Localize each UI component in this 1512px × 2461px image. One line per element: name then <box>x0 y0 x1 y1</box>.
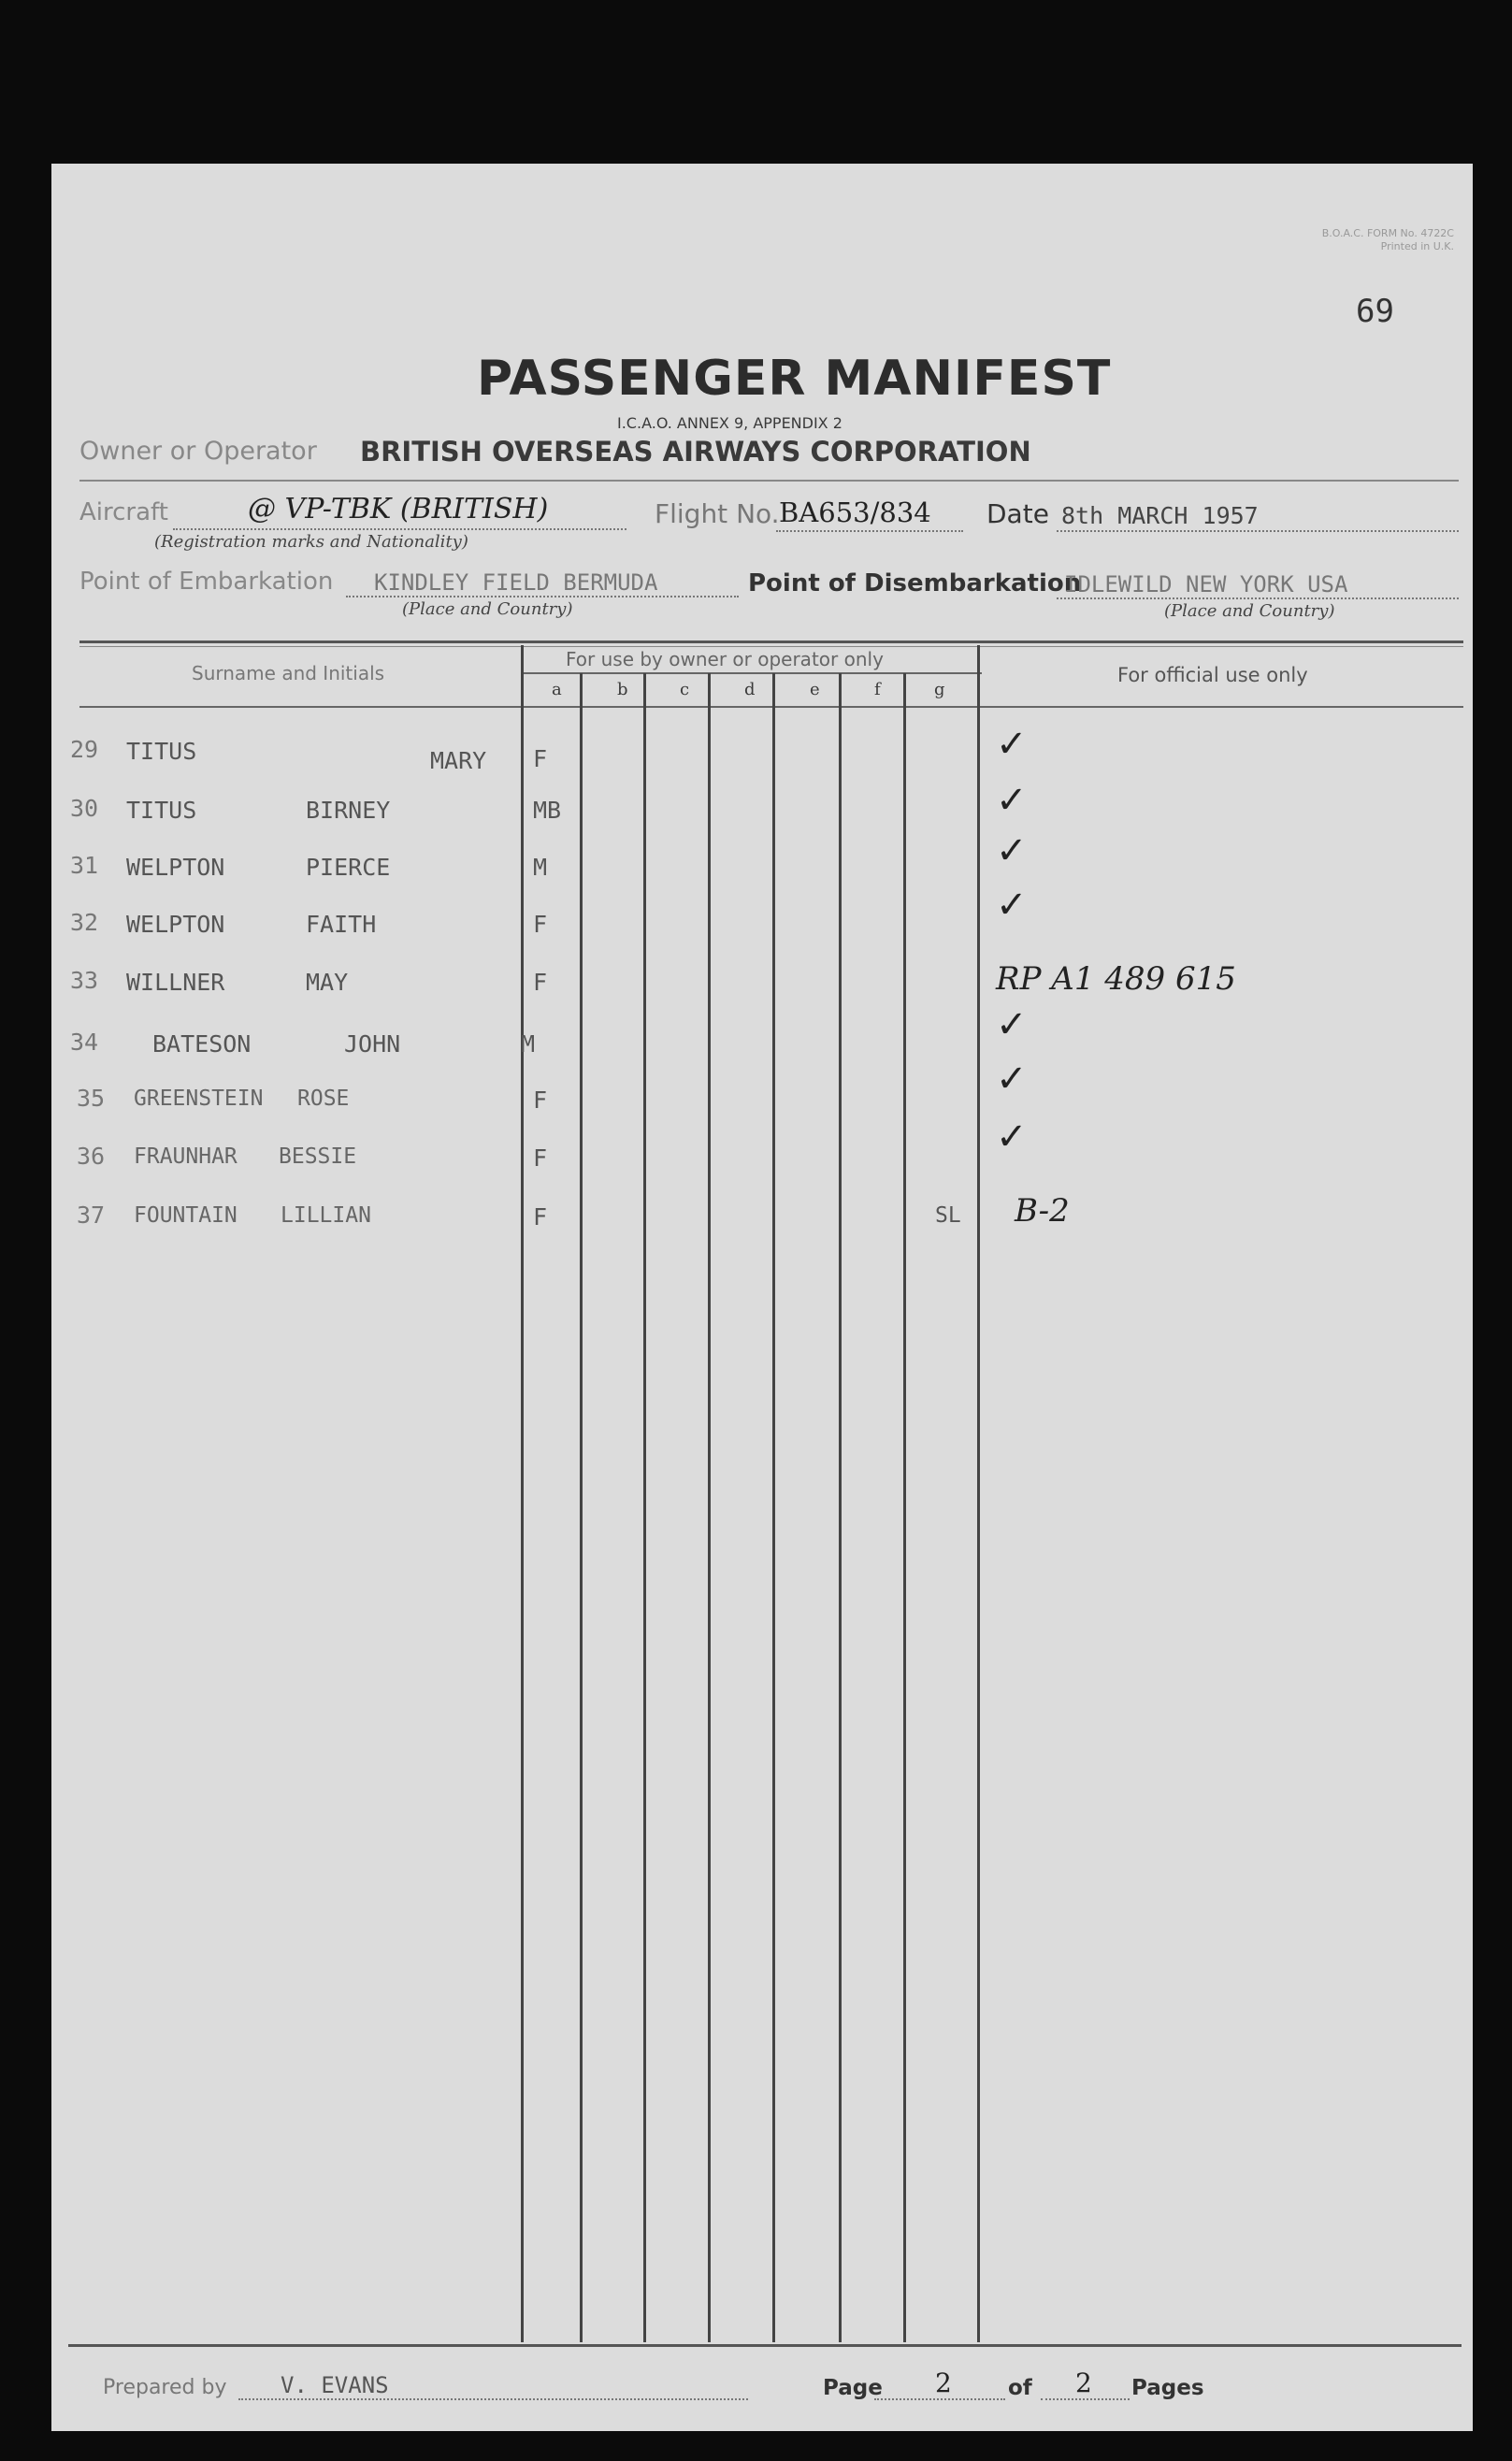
row-number: 35 <box>77 1085 106 1112</box>
row-given-name: PIERCE <box>306 854 391 881</box>
row-col-a: F <box>533 969 548 996</box>
page-number-corner: 69 <box>1356 293 1394 330</box>
row-official: RP A1 489 615 <box>996 960 1236 998</box>
col-header-d: d <box>744 680 756 699</box>
table-header-rule <box>79 706 1463 708</box>
of-underline <box>1041 2398 1130 2400</box>
owner-value: BRITISH OVERSEAS AIRWAYS CORPORATION <box>360 436 1031 468</box>
of-value: 2 <box>1075 2367 1092 2398</box>
form-id-line2: Printed in U.K. <box>1380 240 1454 252</box>
manifest-sheet <box>51 164 1473 2431</box>
page-underline <box>874 2398 1005 2400</box>
row-given-name: JOHN <box>344 1030 401 1058</box>
page-value: 2 <box>935 2367 952 2398</box>
official-header: For official use only <box>1117 664 1308 686</box>
owner-label: Owner or Operator <box>79 437 317 466</box>
page-label: Page <box>823 2376 883 2400</box>
row-given-name: BIRNEY <box>306 797 391 824</box>
column-rule <box>839 673 842 2342</box>
row-surname: FRAUNHAR <box>134 1144 238 1169</box>
embark-underline <box>346 596 739 597</box>
date-label: Date <box>986 498 1049 529</box>
row-surname: WELPTON <box>126 911 225 938</box>
row-given-name: MARY <box>430 747 487 774</box>
date-underline <box>1057 530 1459 532</box>
row-given-name: FAITH <box>306 911 377 938</box>
embark-note: (Place and Country) <box>402 599 573 619</box>
surname-header: Surname and Initials <box>192 662 385 684</box>
embark-label: Point of Embarkation <box>79 568 334 596</box>
col-header-a: a <box>552 680 562 699</box>
row-surname: WILLNER <box>126 969 225 996</box>
table-top-rule-inner <box>79 646 1463 647</box>
disembark-label: Point of Disembarkation <box>748 569 1082 597</box>
pages-label: Pages <box>1131 2376 1204 2400</box>
row-official: ✓ <box>996 723 1028 766</box>
col-header-b: b <box>617 680 628 699</box>
row-number: 34 <box>70 1029 99 1056</box>
row-col-a: MB <box>533 797 562 824</box>
row-given-name: LILLIAN <box>281 1203 371 1228</box>
col-header-e: e <box>810 680 820 699</box>
column-rule <box>772 673 775 2342</box>
row-surname: TITUS <box>126 797 197 824</box>
of-label: of <box>1008 2376 1032 2400</box>
disembark-value: IDLEWILD NEW YORK USA <box>1064 571 1348 597</box>
column-rule <box>643 673 646 2342</box>
row-surname: BATESON <box>152 1030 252 1058</box>
prepared-label: Prepared by <box>103 2376 227 2399</box>
row-number: 29 <box>70 736 99 763</box>
column-rule <box>903 673 906 2342</box>
row-number: 36 <box>77 1143 106 1170</box>
row-col-a: F <box>533 1087 548 1114</box>
prepared-underline <box>238 2398 748 2400</box>
aircraft-underline <box>173 528 626 530</box>
col-header-g: g <box>934 680 945 699</box>
form-id-line1: B.O.A.C. FORM No. 4722C <box>1321 227 1454 239</box>
row-official: ✓ <box>996 779 1028 822</box>
aircraft-note: (Registration marks and Nationality) <box>154 532 468 552</box>
row-surname: FOUNTAIN <box>134 1203 238 1228</box>
aircraft-value: @ VP-TBK (BRITISH) <box>248 493 549 525</box>
flight-label: Flight No. <box>655 498 780 529</box>
disembark-underline <box>1057 597 1459 599</box>
row-col-a: M <box>521 1030 536 1058</box>
date-value: 8th MARCH 1957 <box>1061 502 1259 529</box>
form-id <box>1262 227 1454 253</box>
flight-value: BA653/834 <box>779 497 931 528</box>
row-col-a: F <box>533 911 548 938</box>
row-number: 37 <box>77 1202 106 1229</box>
footer-rule <box>68 2344 1462 2347</box>
row-surname: TITUS <box>126 738 197 765</box>
column-rule <box>708 673 711 2342</box>
owner-rule <box>79 480 1459 482</box>
row-col-a: F <box>533 745 548 772</box>
row-given-name: BESSIE <box>279 1144 357 1169</box>
column-rule <box>580 673 583 2342</box>
row-given-name: ROSE <box>297 1087 350 1111</box>
row-official: ✓ <box>996 1115 1028 1159</box>
flight-underline <box>776 530 963 532</box>
embark-value: KINDLEY FIELD BERMUDA <box>374 569 658 596</box>
row-surname: WELPTON <box>126 854 225 881</box>
row-surname: GREENSTEIN <box>134 1087 264 1111</box>
col-header-c: c <box>680 680 690 699</box>
row-official: B-2 <box>1015 1192 1070 1230</box>
operator-header-rule <box>521 672 982 674</box>
row-number: 32 <box>70 909 99 936</box>
aircraft-label: Aircraft <box>79 498 168 526</box>
row-official: ✓ <box>996 1058 1028 1101</box>
page-title: PASSENGER MANIFEST <box>477 351 1112 407</box>
column-rule <box>521 645 524 2342</box>
row-number: 33 <box>70 967 99 994</box>
row-col-a: F <box>533 1203 548 1230</box>
row-given-name: MAY <box>306 969 349 996</box>
page-subtitle: I.C.A.O. ANNEX 9, APPENDIX 2 <box>617 414 842 432</box>
disembark-note: (Place and Country) <box>1164 601 1335 621</box>
col-header-f: f <box>874 680 881 699</box>
operator-header: For use by owner or operator only <box>566 648 884 670</box>
row-official: ✓ <box>996 829 1028 872</box>
row-col-a: M <box>533 854 548 881</box>
column-rule <box>977 645 980 2342</box>
row-col-a: F <box>533 1144 548 1172</box>
row-official: ✓ <box>996 1003 1028 1046</box>
table-top-rule <box>79 640 1463 643</box>
row-number: 30 <box>70 795 99 822</box>
row-col-g: SL <box>935 1203 961 1228</box>
row-number: 31 <box>70 852 99 879</box>
prepared-value: V. EVANS <box>281 2372 389 2398</box>
row-official: ✓ <box>996 884 1028 927</box>
